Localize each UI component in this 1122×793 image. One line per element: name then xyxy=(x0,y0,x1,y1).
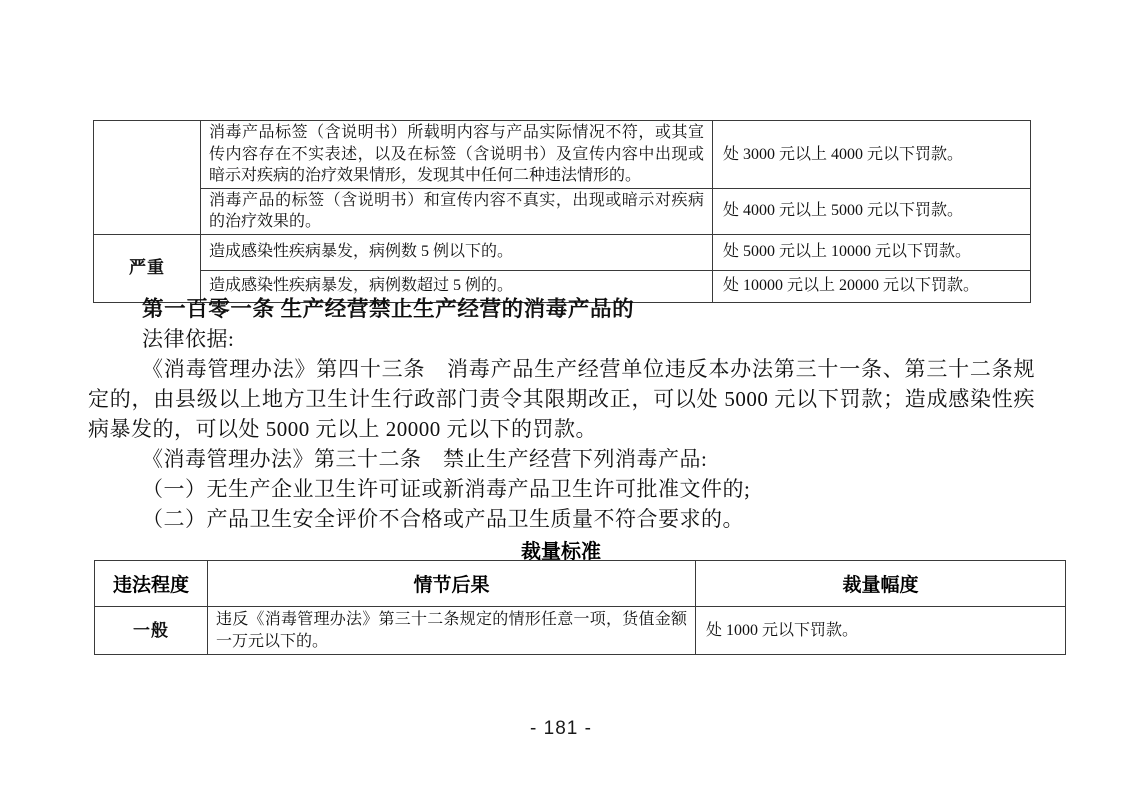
table-row xyxy=(94,234,1031,270)
degree-cell-general: 一般 xyxy=(95,607,208,655)
article-body xyxy=(88,294,1035,534)
consequence-cell: 违反《消毒管理办法》第三十二条规定的情形任意一项，货值金额一万元以下的。 xyxy=(208,607,696,655)
law-quote-article-43: 《消毒管理办法》第四十三条 消毒产品生产经营单位违反本办法第三十一条、第三十二条规定的，由县级以上地方卫生计生行政部门责令其限期改正，可以处 5000 元以下罚款；造成感染性疾病暴发的，可以处 5000 元以上 20000 元以下的罚款。 xyxy=(88,357,1035,441)
table-header-row xyxy=(95,561,1066,607)
table-row xyxy=(95,607,1066,655)
discretion-table-title: 裁量标准 xyxy=(521,541,601,563)
law-basis-label: 法律依据: xyxy=(142,327,235,351)
continuation-table xyxy=(93,120,1031,303)
table-row xyxy=(94,188,1031,234)
page-number: - 181 - xyxy=(530,718,592,739)
prohibited-item-1: （一）无生产企业卫生许可证或新消毒产品卫生许可批准文件的; xyxy=(142,477,751,501)
consequence-cell: 造成感染性疾病暴发，病例数超过 5 例的。 xyxy=(201,270,713,302)
header-circumstance-consequence: 情节后果 xyxy=(208,561,696,607)
header-violation-degree: 违法程度 xyxy=(95,561,208,607)
penalty-cell: 处 10000 元以上 20000 元以下罚款。 xyxy=(713,270,1031,302)
degree-cell-severe: 严重 xyxy=(94,234,201,302)
penalty-cell: 处 5000 元以上 10000 元以下罚款。 xyxy=(713,234,1031,270)
discretion-table xyxy=(94,560,1066,655)
degree-cell-empty xyxy=(94,121,201,235)
prohibited-item-2: （二）产品卫生安全评价不合格或产品卫生质量不符合要求的。 xyxy=(142,507,744,531)
penalty-cell: 处 4000 元以上 5000 元以下罚款。 xyxy=(713,188,1031,234)
header-discretion-range: 裁量幅度 xyxy=(696,561,1066,607)
penalty-cell: 处 3000 元以上 4000 元以下罚款。 xyxy=(713,121,1031,189)
consequence-cell: 消毒产品的标签（含说明书）和宣传内容不真实，出现或暗示对疾病的治疗效果的。 xyxy=(201,188,713,234)
article-heading: 第一百零一条 生产经营禁止生产经营的消毒产品的 xyxy=(142,297,635,321)
consequence-cell: 消毒产品标签（含说明书）所载明内容与产品实际情况不符，或其宣传内容存在不实表述，以及在标签（含说明书）及宣传内容中出现或暗示对疾病的治疗效果情形，发现其中任何二种违法情形的。 xyxy=(201,121,713,189)
consequence-cell: 造成感染性疾病暴发，病例数 5 例以下的。 xyxy=(201,234,713,270)
table-row xyxy=(94,121,1031,189)
law-quote-article-32: 《消毒管理办法》第三十二条 禁止生产经营下列消毒产品: xyxy=(142,447,708,471)
penalty-cell: 处 1000 元以下罚款。 xyxy=(696,607,1066,655)
